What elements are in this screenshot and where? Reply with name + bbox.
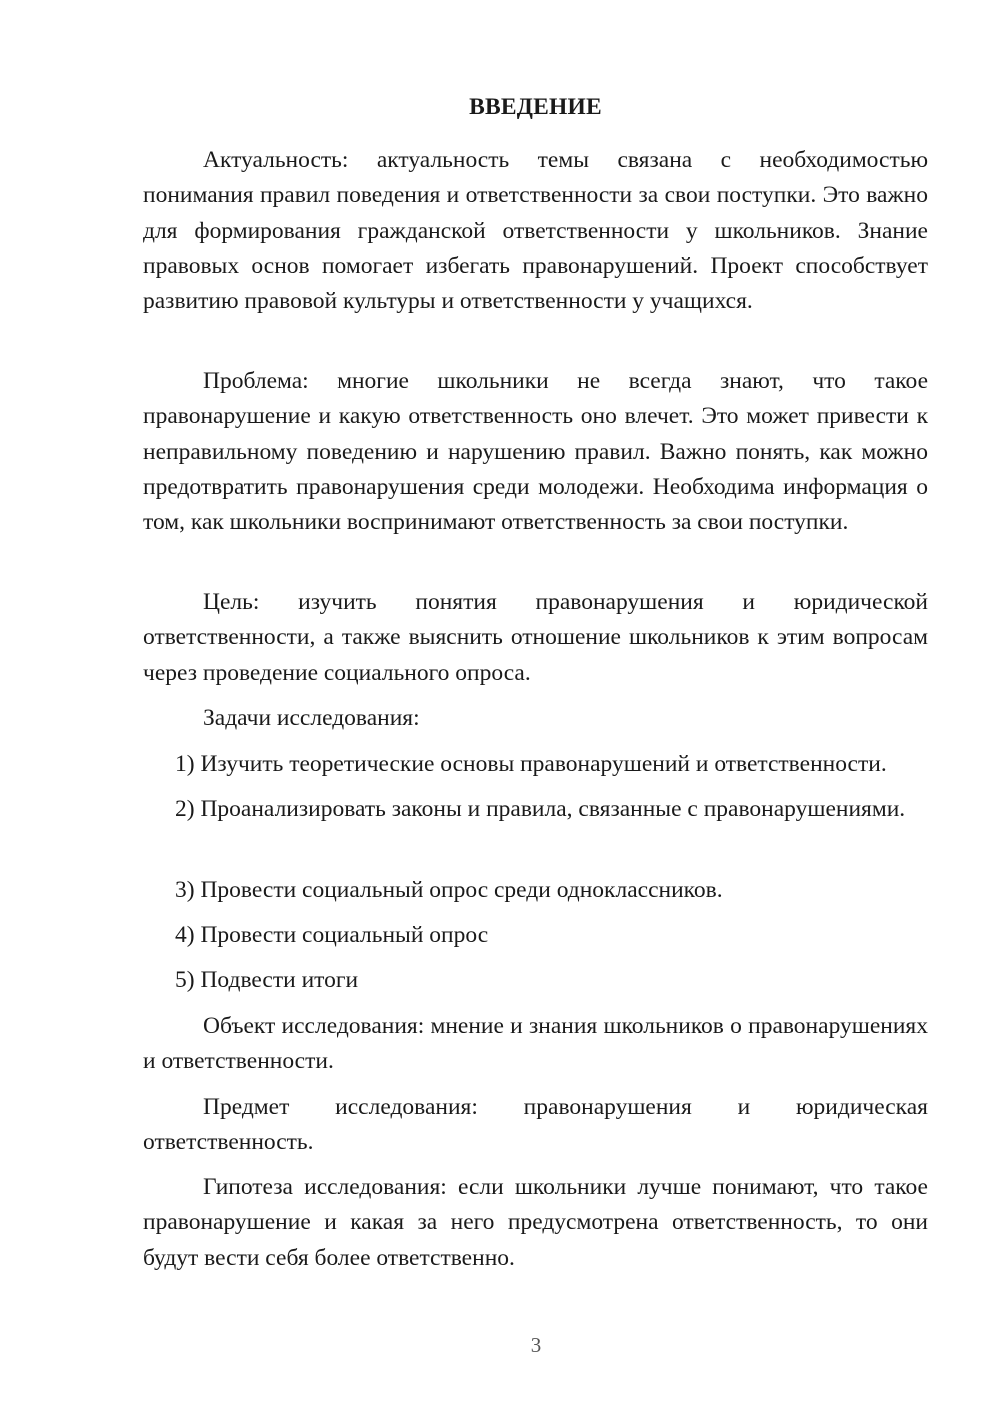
task-item: 5) Подвести итоги (175, 967, 359, 993)
paragraph-subject: Предмет исследования: правонарушения и юридическая ответственность. (143, 1094, 928, 1156)
paragraph-object: Объект исследования: мнение и знания школьников о правонарушениях и ответственности. (143, 1013, 928, 1075)
task-item: 1) Изучить теоретические основы правонарушений и ответственности. (175, 751, 887, 777)
tasks-heading: Задачи исследования: (203, 705, 420, 731)
paragraph-relevance: Актуальность: актуальность темы связана с необходимостью понимания правил поведения и ответственности за свои поступки. Это важно для формирования гражданской ответственности у школьников. Знание правовых основ помогает избегать правонарушений. Проект способствует развитию правовой культуры и ответственности у учащихся. (143, 147, 928, 315)
task-item: 4) Провести социальный опрос (175, 922, 489, 948)
section-title: ВВЕДЕНИЕ (469, 94, 602, 120)
task-item: 3) Провести социальный опрос среди одноклассников. (175, 877, 723, 903)
paragraph-goal: Цель: изучить понятия правонарушения и юридической ответственности, а также выяснить отношение школьников к этим вопросам через проведение социального опроса. (143, 589, 928, 686)
paragraph-problem: Проблема: многие школьники не всегда знают, что такое правонарушение и какую ответственность оно влечет. Это может привести к неправильному поведению и нарушению правил. Важно понять, как можно предотвратить правонарушения среди молодежи. Необходима информация о том, как школьники воспринимают ответственность за свои поступки. (143, 368, 928, 536)
page-number: 3 (530, 1333, 542, 1357)
task-item: 2) Проанализировать законы и правила, связанные с правонарушениями. (175, 796, 906, 822)
paragraph-hypothesis: Гипотеза исследования: если школьники лучше понимают, что такое правонарушение и какая за него предусмотрена ответственность, то они будут вести себя более ответственно. (143, 1174, 928, 1271)
